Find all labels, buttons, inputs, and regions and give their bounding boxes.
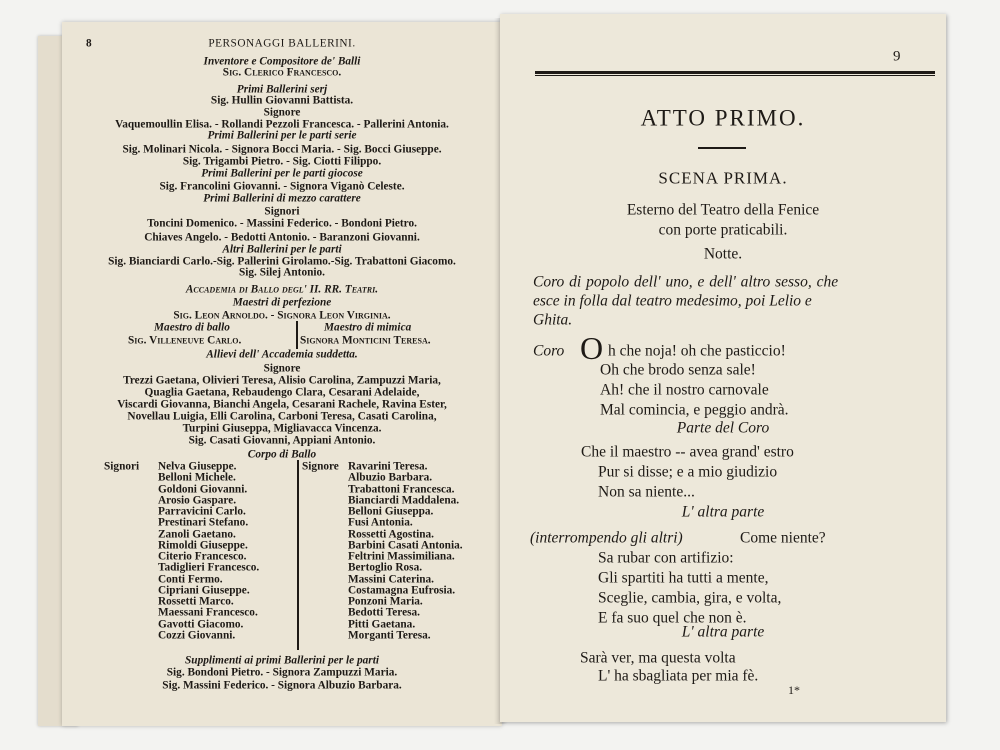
text-line: Viscardi Giovanna, Bianchi Angela, Cesarani Rachele, Ravina Ester, [117, 398, 447, 411]
act-title: ATTO PRIMO. [640, 105, 806, 131]
text-line: Sig. Francolini Giovanni. - Signora Viganò Celeste. [159, 180, 405, 193]
text-line: Supplimenti ai primi Ballerini per le parti [185, 654, 379, 667]
text-line: Chiaves Angelo. - Bedotti Antonio. - Baranzoni Giovanni. [144, 231, 420, 244]
text-line: Albuzio Barbara. [348, 471, 433, 484]
text-line: Trabattoni Francesca. [348, 482, 455, 495]
scene-title: SCENA PRIMA. [658, 168, 788, 188]
column-divider [297, 460, 299, 650]
text-line: Sig. Clerico Francesco. [222, 66, 342, 79]
text-line: Fusi Antonia. [348, 516, 413, 529]
text-line: Bianciardi Maddalena. [348, 494, 460, 507]
text-line: Feltrini Massimiliana. [348, 550, 455, 563]
text-line: Pitti Gaetana. [348, 617, 416, 630]
text-line: Sig. Silej Antonio. [238, 266, 325, 279]
stage-direction: Ghita. [533, 311, 573, 329]
text-line: Zanoli Gaetano. [158, 527, 236, 540]
text-line: Rossetti Marco. [158, 595, 234, 608]
text-line: Nelva Giuseppe. [158, 460, 237, 473]
stage-direction: esce in folla dal teatro medesimo, poi Lelio e [533, 292, 812, 310]
text-line: Trezzi Gaetana, Olivieri Teresa, Alisio Carolina, Zampuzzi Maria, [123, 374, 441, 387]
column-divider [296, 321, 298, 349]
text-line: Signore [263, 362, 301, 375]
part-heading: Parte del Coro [676, 419, 770, 437]
verse-line: Come niente? [740, 529, 826, 547]
text-line: Conti Fermo. [158, 572, 223, 585]
text-line: Ponzoni Maria. [348, 595, 423, 608]
verse-line: Gli spartiti ha tutti a mente, [598, 569, 769, 587]
setting-line: Esterno del Teatro della Fenice [626, 201, 820, 219]
text-line: Turpini Giuseppa, Migliavacca Vincenza. [182, 422, 382, 435]
text-line: Maestri di perfezione [232, 296, 332, 309]
verse-line: h che noja! oh che pasticcio! [608, 342, 786, 360]
verse-line: Non sa niente... [598, 483, 695, 501]
text-line: Sig. Molinari Nicola. - Signora Bocci Maria. - Sig. Bocci Giuseppe. [122, 143, 442, 156]
text-line: Sig. Bianciardi Carlo.-Sig. Pallerini Girolamo.-Sig. Trabattoni Giacomo. [108, 255, 456, 268]
master-mimica-name: Signora Monticini Teresa. [300, 334, 431, 347]
text-line: Massini Caterina. [348, 572, 434, 585]
text-line: Quaglia Gaetana, Rebaudengo Clara, Cesarani Adelaide, [144, 386, 420, 399]
page-number: 8 [86, 37, 92, 50]
time-of-day: Notte. [703, 245, 743, 263]
text-line: Arosio Gaspare. [158, 494, 237, 507]
text-line: Sig. Casati Giovanni, Appiani Antonio. [188, 434, 376, 447]
text-line: Gavotti Giacomo. [158, 617, 244, 630]
verse-line: Che il maestro -- avea grand' estro [581, 443, 794, 461]
text-line: Bedotti Teresa. [348, 606, 420, 619]
stage-aside: (interrompendo gli altri) [530, 529, 683, 547]
text-line: Toncini Domenico. - Massini Federico. - Bondoni Pietro. [147, 217, 417, 230]
text-line: Bertoglio Rosa. [348, 561, 423, 574]
left-page [62, 22, 502, 726]
text-line: Signori [264, 205, 300, 218]
verse-line: Ah! che il nostro carnovale [600, 381, 769, 399]
text-line: Sig. Massini Federico. - Signora Albuzio Barbara. [162, 679, 402, 692]
setting-line: con porte praticabili. [658, 221, 788, 239]
text-line: Sig. Leon Arnoldo. - Signora Leon Virginia. [173, 309, 391, 322]
verse-line: Sceglie, cambia, gira, e volta, [598, 589, 782, 607]
text-line: Citerio Francesco. [158, 550, 247, 563]
header-rule-thin [535, 75, 935, 76]
text-line: Corpo di Ballo [247, 448, 317, 461]
verse-line: Pur si disse; e a mio giudizio [598, 463, 778, 481]
corpo-signore-label: Signore [302, 460, 339, 473]
text-line: Barbini Casati Antonia. [348, 539, 463, 552]
text-line: Cozzi Giovanni. [158, 629, 236, 642]
page-number: 9 [893, 48, 901, 65]
drop-cap: O [580, 330, 604, 366]
text-line: Goldoni Giovanni. [158, 482, 248, 495]
verse-line: L' ha sbagliata per mia fè. [598, 667, 759, 685]
master-ballo-title: Maestro di ballo [154, 321, 230, 334]
verse-line: Sa rubar con artifizio: [598, 549, 734, 567]
text-line: Primi Ballerini di mezzo carattere [203, 192, 361, 205]
text-line: Costamagna Eufrosia. [348, 584, 456, 597]
text-line: Parravicini Carlo. [158, 505, 246, 518]
master-ballo-name: Sig. Villeneuve Carlo. [128, 334, 242, 347]
speaker-coro: Coro [533, 342, 565, 360]
title-rule [698, 147, 746, 149]
text-line: Signore [263, 106, 301, 119]
corpo-signori-label: Signori [104, 460, 140, 473]
verse-line: E fa suo quel che non è. [598, 609, 747, 627]
text-line: Vaquemoullin Elisa. - Rollandi Pezzoli Francesca. - Pallerini Antonia. [115, 118, 449, 131]
master-mimica-title: Maestro di mimica [324, 321, 412, 334]
text-line: Ravarini Teresa. [348, 460, 428, 473]
text-line: Allievi dell' Accademia suddetta. [206, 348, 358, 361]
text-line: Novellau Luigia, Elli Carolina, Carboni Teresa, Casati Carolina, [127, 410, 437, 423]
text-line: Inventore e Compositore de' Balli [203, 55, 361, 68]
text-line: Morganti Teresa. [348, 629, 431, 642]
text-line: Sig. Trigambi Pietro. - Sig. Ciotti Filippo. [182, 155, 382, 168]
text-line: Primi Ballerini per le parti serie [207, 129, 357, 142]
text-line: Accademia di Ballo degl' II. RR. Teatri. [185, 283, 379, 296]
text-line: Maessani Francesco. [158, 606, 258, 619]
text-line: Cipriani Giuseppe. [158, 584, 250, 597]
text-line: Rimoldi Giuseppe. [158, 539, 248, 552]
text-line: Primi Ballerini per le parti giocose [201, 167, 363, 180]
text-line: Altri Ballerini per le parti [222, 243, 342, 256]
text-line: Prestinari Stefano. [158, 516, 249, 529]
part-heading: L' altra parte [681, 623, 765, 641]
text-line: Sig. Hullin Giovanni Battista. [210, 94, 354, 107]
signature-mark: 1* [788, 683, 800, 697]
text-line: Sig. Bondoni Pietro. - Signora Zampuzzi Maria. [166, 666, 398, 679]
header-rule [535, 71, 935, 74]
stage-direction: Coro di popolo dell' uno, e dell' altro sesso, che [533, 273, 839, 291]
verse-line: Oh che brodo senza sale! [600, 361, 756, 379]
verse-line: Mal comincia, e peggio andrà. [600, 401, 789, 419]
right-page [500, 14, 946, 722]
text-line: Primi Ballerini serj [236, 83, 328, 96]
text-line: Rossetti Agostina. [348, 527, 434, 540]
text-line: Belloni Michele. [158, 471, 236, 484]
part-heading: L' altra parte [681, 503, 765, 521]
text-line: Tadiglieri Francesco. [158, 561, 260, 574]
page-header: PERSONAGGI BALLERINI. [208, 37, 356, 50]
text-line: Belloni Giuseppa. [348, 505, 434, 518]
verse-line: Sarà ver, ma questa volta [580, 649, 736, 667]
